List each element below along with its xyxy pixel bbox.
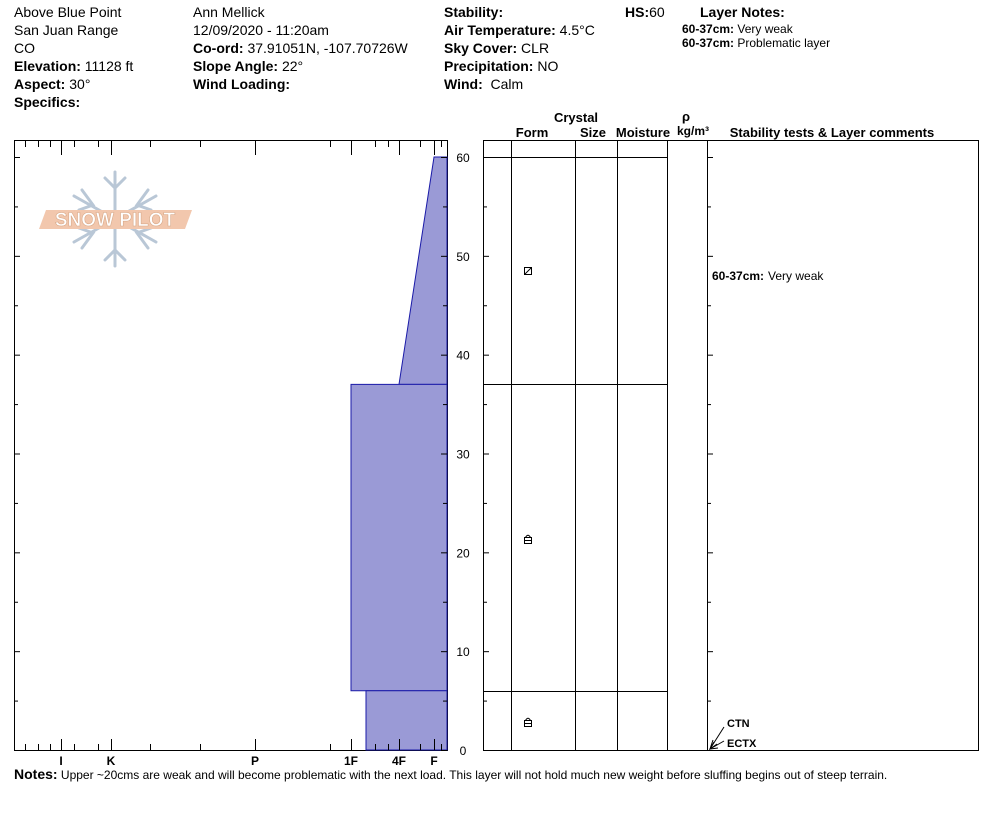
stability-label: Stability:	[444, 4, 504, 20]
sky-label: Sky Cover:	[444, 40, 518, 56]
depth-label-10: 10	[456, 645, 470, 660]
moisture-header: Moisture	[615, 125, 671, 140]
layer-note-text: Problematic layer	[737, 36, 831, 50]
depth-label-20: 20	[456, 546, 470, 561]
ctn-test-label: CTN	[727, 718, 750, 730]
density-unit: kg/m³	[676, 124, 710, 138]
precip-value: NO	[537, 58, 559, 74]
state-name: CO	[14, 40, 35, 56]
observer-name: Ann Mellick	[193, 4, 265, 20]
hardness-label: I	[59, 754, 63, 768]
hardness-label: 1F	[343, 754, 359, 768]
wind-loading-label: Wind Loading:	[193, 76, 291, 92]
aspect-label: Aspect:	[14, 76, 66, 92]
profile-layer-2	[351, 384, 447, 690]
hardness-label: P	[250, 754, 260, 768]
hardness-label: F	[430, 754, 438, 768]
observation-datetime: 12/09/2020 - 11:20am	[193, 22, 329, 38]
hardness-label: 4F	[391, 754, 407, 768]
layer-notes-title: Layer Notes:	[700, 4, 785, 20]
layer-table	[484, 140, 979, 751]
notes-text: Upper ~20cms are weak and will become problematic with the next load. This layer will not hold much new weight before sluffing begins out of steep terrain.	[60, 768, 888, 782]
faceted-crystal-icon	[525, 718, 532, 726]
specifics-label: Specifics:	[14, 94, 81, 110]
coord-value: 37.91051N, -107.70726W	[247, 40, 408, 56]
aspect-value: 30°	[69, 76, 91, 92]
air-temp-label: Air Temperature:	[444, 22, 556, 38]
logo-text: SNOW PILOT	[54, 210, 176, 231]
depth-label-0: 0	[459, 744, 467, 758]
precipitation-particle-icon	[525, 268, 532, 275]
layer-note-range: 60-37cm:	[682, 22, 735, 36]
air-temp-value: 4.5°C	[559, 22, 595, 38]
range-name: San Juan Range	[14, 22, 119, 38]
elevation-value: 11128 ft	[84, 58, 134, 74]
hardness-profile	[351, 157, 447, 750]
form-header: Form	[515, 125, 549, 140]
stability-test-markers	[710, 727, 724, 749]
location-name: Above Blue Point	[14, 4, 122, 20]
depth-label-60: 60	[456, 151, 470, 165]
layer-comment-range: 60-37cm:	[712, 269, 765, 283]
slope-value: 22°	[281, 58, 304, 74]
notes-label: Notes:	[14, 766, 58, 782]
grain-form-symbols	[525, 268, 532, 727]
layer-note-text: Very weak	[737, 22, 793, 36]
hs-label: HS:	[625, 4, 650, 20]
layer-table-frame	[484, 141, 979, 751]
profile-layer-1	[399, 157, 447, 384]
precip-label: Precipitation:	[444, 58, 534, 74]
layer-comment-text: Very weak	[768, 269, 824, 283]
size-header: Size	[579, 125, 607, 140]
notes	[14, 766, 887, 782]
layer-note-range: 60-37cm:	[682, 36, 735, 50]
depth-label-40: 40	[456, 348, 470, 363]
slope-label: Slope Angle:	[193, 58, 279, 74]
crystal-header: Crystal	[553, 110, 599, 125]
coord-label: Co-ord:	[193, 40, 244, 56]
wind-value: Calm	[490, 76, 524, 92]
layer-comment	[712, 269, 824, 283]
depth-label-30: 30	[456, 447, 470, 462]
ectx-test-label: ECTX	[727, 738, 757, 750]
sky-value: CLR	[521, 40, 550, 56]
snowpilot-logo	[39, 172, 192, 266]
density-symbol: ρ	[681, 109, 691, 124]
hs-value: 60	[649, 4, 665, 20]
comments-header: Stability tests & Layer comments	[729, 125, 935, 140]
wind-label: Wind:	[444, 76, 483, 92]
elevation-label: Elevation:	[14, 58, 81, 74]
depth-label-50: 50	[456, 249, 470, 264]
faceted-crystal-icon	[525, 535, 532, 543]
hardness-label: K	[106, 754, 116, 768]
